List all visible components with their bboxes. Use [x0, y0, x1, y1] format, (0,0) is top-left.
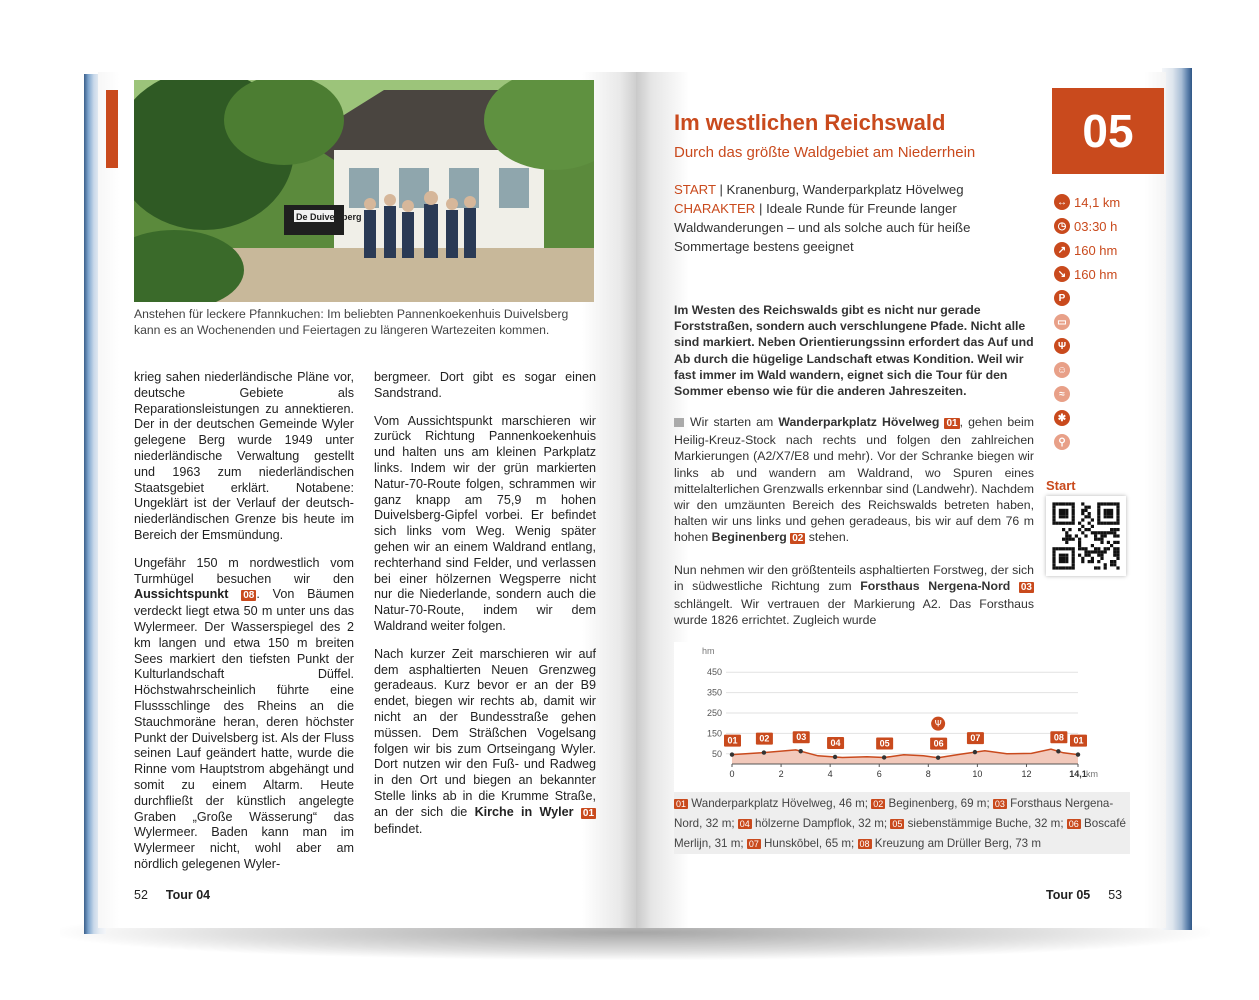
chart-background: [674, 642, 1130, 792]
photo-caption: Anstehen für leckere Pfannkuchen: Im beliebten Pannenkoekenhuis Duivelsberg kann es an Wochenenden und Feiertagen zu längeren Wartezeiten kommen.: [134, 307, 569, 337]
waypoint-label: 08: [1053, 732, 1064, 743]
waypoint-legend: [674, 794, 1130, 854]
waypoint-dot: [833, 755, 837, 759]
tour-symbol: [1054, 382, 1164, 406]
winter-icon: ✱: [1054, 410, 1070, 426]
legend-marker: 07: [748, 839, 759, 849]
legend-marker: 08: [859, 839, 870, 849]
bus-icon: ▭: [1054, 314, 1070, 330]
x-tick-label: 4: [827, 769, 833, 779]
waypoint-label: 04: [830, 737, 841, 748]
y-tick-label: 150: [706, 728, 722, 739]
waypoint-marker: 01: [582, 807, 595, 819]
start-label: Start: [1046, 478, 1076, 493]
paragraph: Wir starten am Wanderparkplatz Hövelweg 01 , gehen beim Heilig-Kreuz-Stock nach rechts und folgen den zahlreichen Markierungen (A2/X7/E8 und mehr). Vor der Schranke biegen wir links ab und wandern am Waldrand, wo Spuren eines mittelalterlichen Grenzwalls erkennbar sind (Landwehr). Nachdem wir den umzäunten Bereich des Reichswalds betreten haben, halten wir uns links und gehen geradeaus, bis wir auf dem 76 m hohen Beginenberg 02 stehen.: [674, 415, 1035, 545]
qr-code[interactable]: [1046, 496, 1126, 576]
body-text: [674, 414, 1034, 642]
tour-number-box: 05: [1052, 88, 1164, 174]
waypoint-label: 01: [1073, 735, 1084, 746]
tour-info: [674, 180, 1029, 256]
tour-subtitle: Durch das größte Waldgebiet am Niederrhein: [674, 144, 976, 161]
x-tick-label: 8: [925, 769, 931, 779]
legend-marker: 05: [892, 819, 903, 829]
waypoint-dot: [799, 749, 803, 753]
tour-stats: [1054, 190, 1164, 454]
waypoint-dot: [762, 750, 766, 754]
stat-value: 03:30 h: [1074, 218, 1118, 234]
x-tick-label: 14,1: [1069, 769, 1087, 779]
tour-label: Tour 04: [165, 888, 211, 902]
waypoint-marker: 03: [1020, 581, 1032, 593]
tour-stat: [1054, 262, 1164, 286]
right-page: [636, 72, 1166, 928]
y-axis-label: hm: [702, 646, 715, 656]
restaurant-icon: Ψ: [1054, 338, 1070, 354]
page-number: 52: [134, 888, 148, 902]
chapter-bar: [106, 90, 118, 168]
tour-label: Tour 05: [1046, 888, 1091, 902]
elevation-chart: [674, 642, 1130, 792]
legend-text: hölzerne Dampflok, 32 m;: [751, 817, 891, 830]
ascent-icon: ↗: [1054, 242, 1070, 258]
waypoint-dot: [1076, 752, 1080, 756]
x-axis-label: km: [1086, 769, 1098, 779]
waypoint-dot: [882, 755, 886, 759]
legend-marker: 02: [873, 799, 884, 809]
right-folio: [1046, 888, 1122, 902]
descent-icon: ↘: [1054, 266, 1070, 282]
left-page: [98, 72, 636, 928]
paragraph: Vom Aussichtspunkt marschieren wir zurück Richtung Pannenkoekenhuis und halten uns am kleinen Parkplatz links. Indem wir der grün markierten Natur-70-Route folgen, schrammen wir ganz knapp am 75,9 m hohen Duivelsberg-Gipfel vorbei. Er befindet sich links vom Weg. Wenig später gehen wir an einem Waldrand entlang, rechterhand sind Felder, und verlassen bei einer hölzernen Wegsperre nicht nur die Niederlande, sondern auch die Natur-70-Route, indem wir dem Waldrand weiter folgen.: [374, 413, 596, 633]
legend-marker: 03: [994, 799, 1005, 809]
tour-title: Im westlichen Reichswald: [674, 110, 946, 135]
stat-value: 160 hm: [1074, 242, 1118, 258]
y-tick-label: 450: [706, 667, 722, 678]
bicycle-icon: ⚲: [1054, 434, 1070, 450]
x-tick-label: 2: [778, 769, 784, 779]
legend-text: Forsthaus Nergena-Nord, 32 m;: [674, 797, 1114, 830]
character-info: CHARAKTER | Ideale Runde für Freunde langer Waldwanderungen – und als solche auch für heiße Sommertage bestens geeignet: [674, 201, 971, 254]
y-tick-label: 350: [706, 687, 722, 698]
restaurant-glyph: Ψ: [934, 719, 942, 730]
waypoint-label: 07: [970, 733, 981, 744]
waypoint-dot: [730, 752, 734, 756]
legend-text: siebenstämmige Buche, 32 m;: [904, 817, 1067, 830]
tour-symbol: [1054, 310, 1164, 334]
x-tick-label: 0: [729, 769, 735, 779]
legend-marker: 01: [676, 799, 687, 809]
legend-text: Kreuzung am Drüller Berg, 73 m: [871, 837, 1041, 850]
waypoint-dot: [1056, 749, 1060, 753]
play-icon: [674, 418, 684, 427]
left-column-1: [134, 370, 354, 885]
paragraph: bergmeer. Dort gibt es sogar einen Sandstrand.: [374, 370, 596, 400]
legend-text: Hunskōbel, 65 m;: [760, 837, 858, 850]
y-tick-label: 250: [706, 708, 722, 718]
x-tick-label: 12: [1021, 769, 1032, 779]
lead-paragraph: Im Westen des Reichswalds gibt es nicht nur gerade Forststraßen, sondern auch verschlungene Pfade. Nicht alle sind markiert. Neben Orientierungssinn erfordert das Auf und Ab durch die hügelige Landschaft etwas Kondition. Weil wir fast immer im Wald wandern, eignet sich die Tour für den Sommer ebenso wie für die anderen Jahreszeiten.: [674, 303, 1034, 399]
paragraph: Nun nehmen wir den größtenteils asphaltierten Forstweg, der sich in südwestliche Richtung zum Forsthaus Nergena-Nord 03 schlängelt. Wir vertrauen der Markierung A2. Das Forsthaus wurde 1826 errichtet. Zugleich wurde: [674, 562, 1034, 628]
legend-marker: 06: [1068, 819, 1079, 829]
paragraph: Ungefähr 150 m nordwestlich vom Turmhügel besuchen wir den Aussichtspunkt 08 . Von Bäumen verdeckt liegt etwa 50 m unter uns das Wylermeer. Der Wasserspiegel des 2 km langen und etwa 150 m breiten Sees markiert den tiefsten Punkt der Kulturlandschaft Düffel. Höchstwahrscheinlich führte eine Flussschlinge des Rheins an die Stauchmoräne heran, deren höchster Punkt der Duivelsberg ist. Als der Fluss seinen Lauf geändert hatte, wurde die Rinne vom Hauptstrom abgehängt und somit zu einem Altarm. Heute durchfließt der künstlich angelegte Graben „Große Wässerung“ das Wylermeer. Baden kann man im Wylermeer nicht, wohl aber am nördlich gelegenen Wyler-: [134, 555, 354, 871]
waypoint-label: 05: [879, 738, 890, 749]
legend-text: Wanderparkplatz Hövelweg, 46 m;: [688, 797, 872, 810]
waypoint-dot: [936, 755, 940, 759]
paragraph: krieg sahen niederländische Pläne vor, deutsche Gebiete als Reparationsleistungen zu annektieren. Der in der deutschen Gemeinde Wyler gelegene Berg wurde 1949 unter niederländische Verwaltung gestellt und 1963 zum niederländischen Staatsgebiet erklärt. Notabene: Ungeklärt ist der Verlauf der deutsch-niederländischen Grenze bis heute im Bereich der Emsmündung.: [134, 370, 354, 542]
stat-value: 14,1 km: [1074, 194, 1121, 210]
tour-symbol: [1054, 334, 1164, 358]
photo-sign-text: De Duivelsberg: [296, 212, 362, 222]
tour-symbol: [1054, 430, 1164, 454]
paragraph: Nach kurzer Zeit marschieren wir auf dem asphaltierten Neuen Grenzweg geradeaus. Kurz bevor er an der B9 endet, biegen wir rechts ab, damit wir nicht an der Bundesstraße gehen müssen. Dem Sträßchen Vogelsang folgen wir bis zum Ortseingang Wyler. Dort nutzen wir den Fuß- und Radweg in den Ort und biegen an bekannter Stelle links ab in die Krumme Straße, an der sich die Kirche in Wyler 01 befindet.: [374, 646, 596, 836]
x-tick-label: 6: [876, 769, 882, 779]
clock-icon: ◷: [1054, 218, 1070, 234]
book-edge-right: [1162, 68, 1192, 930]
left-column-2: [374, 370, 596, 849]
legend-text: Boscafé Merlijn, 31 m;: [674, 817, 1126, 850]
legend-text: Beginenberg, 69 m;: [885, 797, 993, 810]
tour-symbol: [1054, 406, 1164, 430]
pancake-house-photo: [134, 80, 594, 302]
tour-stat: [1054, 214, 1164, 238]
waypoint-marker: 08: [243, 590, 255, 602]
tour-stat: [1054, 190, 1164, 214]
left-folio: [134, 888, 210, 902]
waypoint-marker: 01: [946, 418, 958, 429]
start-info: START | Kranenburg, Wanderparkplatz Hövelweg: [674, 182, 964, 197]
waypoint-label: 02: [759, 733, 770, 744]
waypoint-label: 03: [796, 732, 807, 743]
distance-icon: ↔: [1054, 194, 1070, 210]
y-tick-label: 50: [711, 748, 722, 759]
page-number: 53: [1108, 888, 1123, 902]
parking-icon: P: [1054, 290, 1070, 306]
tour-stat: [1054, 238, 1164, 262]
child-icon: ☺: [1054, 362, 1070, 378]
tour-symbol: [1054, 358, 1164, 382]
waypoint-label: 06: [933, 738, 944, 749]
tour-symbol: [1054, 286, 1164, 310]
waypoint-label: 01: [727, 735, 738, 746]
x-tick-label: 10: [972, 769, 983, 779]
waypoint-dot: [973, 750, 977, 754]
stat-value: 160 hm: [1074, 266, 1118, 282]
legend-marker: 04: [739, 819, 750, 829]
waypoint-marker: 02: [792, 533, 804, 545]
swimming-icon: ≈: [1054, 386, 1070, 402]
